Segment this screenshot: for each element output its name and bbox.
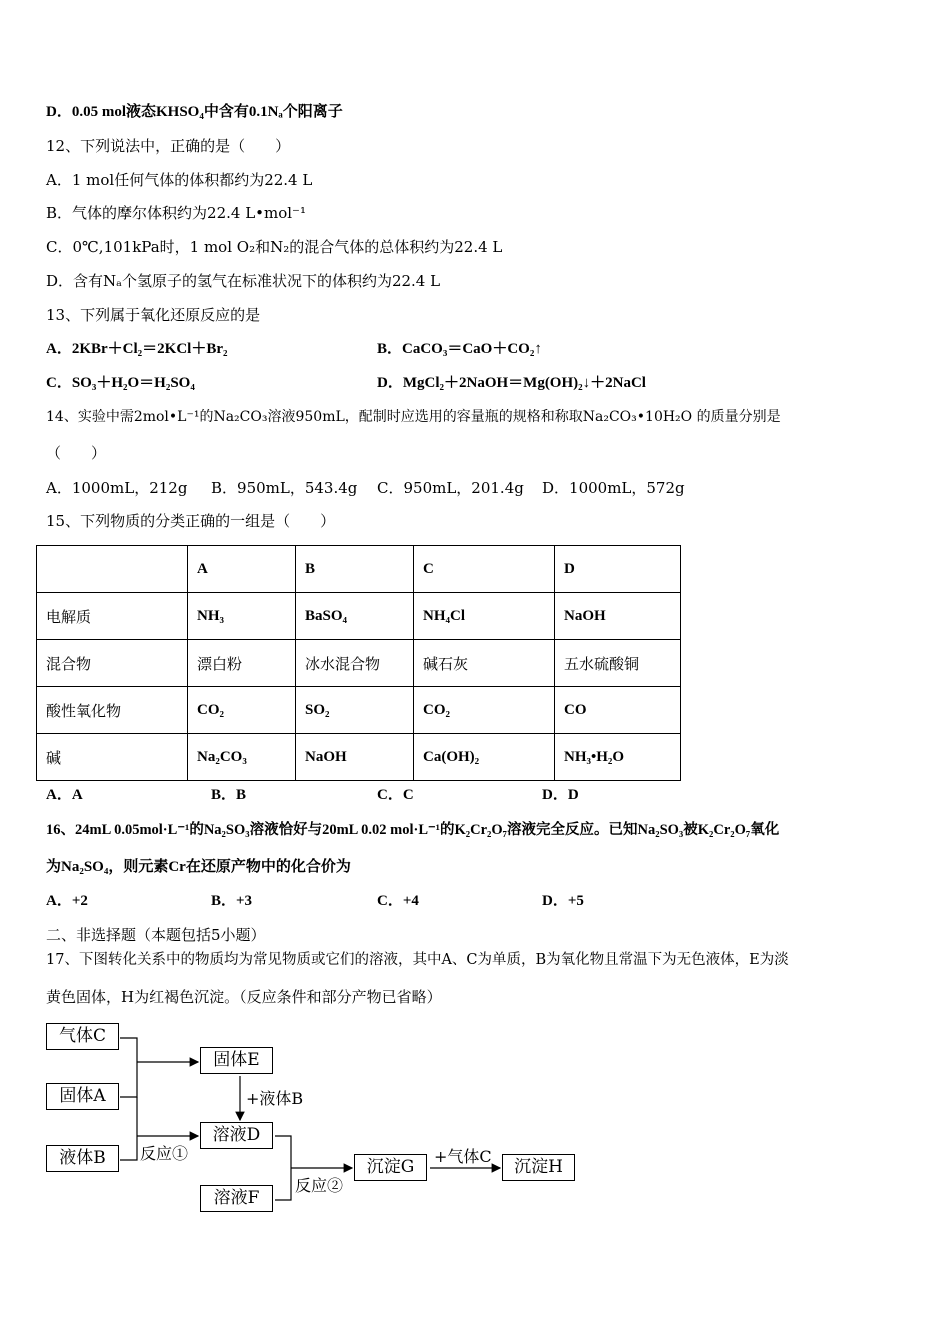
q13-option-c: C．SO₃＋H₂O＝H₂SO₄ xyxy=(46,375,195,391)
label-reaction-2: 反应② xyxy=(295,1176,344,1195)
box-precipitate-g: 沉淀G xyxy=(354,1154,427,1181)
q14-option-c: C．950mL，201.4g xyxy=(377,479,524,497)
q15-option-a: A．A xyxy=(46,787,83,803)
q17-stem-line2: 黄色固体，H为红褐色沉淀。（反应条件和部分产物已省略） xyxy=(46,988,442,1006)
q15-option-b: B．B xyxy=(211,787,247,803)
q16-option-d: D．+5 xyxy=(542,893,584,909)
section-2-heading: 二、非选择题（本题包括5小题） xyxy=(46,926,266,944)
table-cell: NH₃•H₂O xyxy=(555,734,681,781)
q11-option-d: D．0.05 mol液态KHSO₄中含有0.1Nₐ个阳离子 xyxy=(46,104,343,120)
q14-option-b: B．950mL，543.4g xyxy=(211,479,358,497)
q16-option-a: A．+2 xyxy=(46,893,88,909)
label-plus-liquid-b: +液体B xyxy=(246,1089,304,1108)
table-cell: 碱 xyxy=(37,734,188,781)
table-cell: C xyxy=(414,546,555,593)
table-cell: BaSO₄ xyxy=(296,593,414,640)
connector-c-a xyxy=(120,1038,137,1097)
q12-stem: 12、下列说法中，正确的是（ ） xyxy=(46,137,291,155)
table-cell: 碱石灰 xyxy=(414,640,555,687)
q12-option-c: C．0℃,101kPa时，1 mol O₂和N₂的混合气体的总体积约为22.4 L xyxy=(46,238,503,256)
q15-option-d: D．D xyxy=(542,787,579,803)
q13-option-a: A．2KBr＋Cl₂＝2KCl＋Br₂ xyxy=(46,341,228,357)
connector-d-f xyxy=(275,1136,291,1200)
table-cell: 五水硫酸铜 xyxy=(555,640,681,687)
q12-option-a: A．1 mol任何气体的体积都约为22.4 L xyxy=(46,171,313,189)
box-solid-e: 固体E xyxy=(200,1047,273,1074)
connector-a-b xyxy=(120,1097,137,1160)
q13-option-b: B．CaCO₃＝CaO＋CO₂↑ xyxy=(377,341,542,357)
q12-option-d: D．含有Nₐ个氢原子的氢气在标准状况下的体积约为22.4 L xyxy=(46,272,441,290)
q13-option-d: D．MgCl₂＋2NaOH＝Mg(OH)₂↓＋2NaCl xyxy=(377,375,646,391)
q14-option-d: D．1000mL，572g xyxy=(542,479,685,497)
q16-stem-line1: 16、24mL 0.05mol·L⁻¹的Na₂SO₃溶液恰好与20mL 0.02 mol·L⁻¹的K₂Cr₂O₇溶液完全反应。已知Na₂SO₃被K₂Cr₂O₇氧化 xyxy=(46,822,780,838)
q14-stem: 14、实验中需2mol•L⁻¹的Na₂CO₃溶液950mL，配制时应选用的容量瓶的规格和称取Na₂CO₃•10H₂O 的质量分别是 xyxy=(46,409,781,425)
table-cell: NaOH xyxy=(296,734,414,781)
table-cell: NaOH xyxy=(555,593,681,640)
q13-stem: 13、下列属于氧化还原反应的是 xyxy=(46,306,261,324)
table-cell: CO xyxy=(555,687,681,734)
table-cell: NH₃ xyxy=(188,593,296,640)
table-cell: 酸性氧化物 xyxy=(37,687,188,734)
table-cell: A xyxy=(188,546,296,593)
table-cell: CO₂ xyxy=(414,687,555,734)
q16-option-c: C．+4 xyxy=(377,893,419,909)
table-cell: Na₂CO₃ xyxy=(188,734,296,781)
q17-stem-line1: 17、下图转化关系中的物质均为常见物质或它们的溶液，其中A、C为单质，B为氧化物且常温下为无色液体，E为淡 xyxy=(46,952,789,968)
box-gas-c: 气体C xyxy=(46,1023,119,1050)
table-cell: SO₂ xyxy=(296,687,414,734)
box-precipitate-h: 沉淀H xyxy=(502,1154,575,1181)
box-solid-a: 固体A xyxy=(46,1083,119,1110)
table-cell: NH₄Cl xyxy=(414,593,555,640)
table-cell: Ca(OH)₂ xyxy=(414,734,555,781)
box-solution-d: 溶液D xyxy=(200,1122,273,1149)
table-cell: 电解质 xyxy=(37,593,188,640)
table-cell: 漂白粉 xyxy=(188,640,296,687)
q14-paren: （ ） xyxy=(46,444,107,462)
table-cell: CO₂ xyxy=(188,687,296,734)
q14-option-a: A．1000mL，212g xyxy=(46,479,188,497)
q16-option-b: B．+3 xyxy=(211,893,253,909)
q15-option-c: C．C xyxy=(377,787,414,803)
q12-option-b: B．气体的摩尔体积约为22.4 L•mol⁻¹ xyxy=(46,204,306,222)
table-cell: B xyxy=(296,546,414,593)
q15-stem: 15、下列物质的分类正确的一组是（ ） xyxy=(46,512,336,530)
table-cell: 混合物 xyxy=(37,640,188,687)
table-cell: 冰水混合物 xyxy=(296,640,414,687)
box-liquid-b: 液体B xyxy=(46,1145,119,1172)
label-reaction-1: 反应① xyxy=(140,1144,189,1163)
box-solution-f: 溶液F xyxy=(200,1185,273,1212)
table-cell: D xyxy=(555,546,681,593)
q16-stem-line2: 为Na₂SO₄，则元素Cr在还原产物中的化合价为 xyxy=(46,859,351,875)
label-plus-gas-c: +气体C xyxy=(434,1147,492,1166)
